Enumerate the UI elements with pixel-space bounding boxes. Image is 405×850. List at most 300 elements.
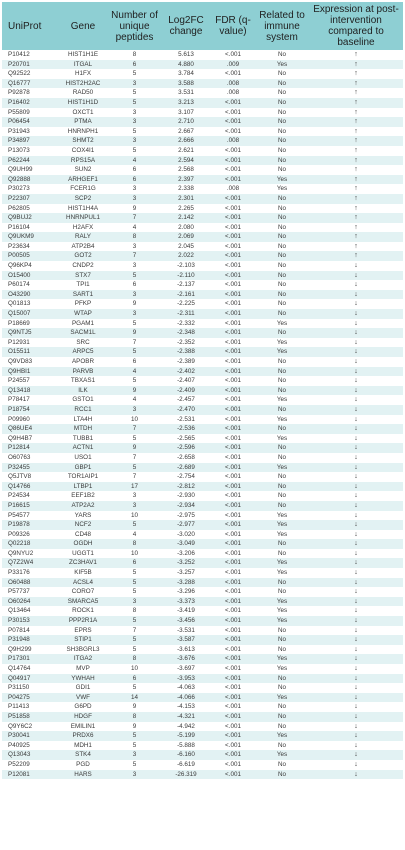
- cell-uniprot: Q14766: [2, 482, 58, 492]
- cell-fdr: <.001: [211, 664, 255, 674]
- cell-log2fc: 2.568: [161, 165, 211, 175]
- cell-gene: HIST1H4A: [58, 204, 108, 214]
- cell-gene: FCER1G: [58, 184, 108, 194]
- cell-uniprot: Q16777: [2, 79, 58, 89]
- cell-uniprot: P31948: [2, 635, 58, 645]
- cell-expression-arrow: ↓: [309, 395, 403, 405]
- cell-fdr: <.001: [211, 731, 255, 741]
- cell-log2fc: 2.045: [161, 242, 211, 252]
- cell-immune: Yes: [255, 750, 309, 760]
- table-row: [2, 184, 403, 194]
- cell-gene: EMILIN1: [58, 722, 108, 732]
- cell-peptides: 9: [108, 204, 161, 214]
- cell-gene: YARS: [58, 511, 108, 521]
- cell-log2fc: -3.676: [161, 654, 211, 664]
- cell-expression-arrow: ↓: [309, 741, 403, 751]
- cell-peptides: 8: [108, 50, 161, 60]
- cell-expression-arrow: ↑: [309, 165, 403, 175]
- cell-expression-arrow: ↑: [309, 79, 403, 89]
- cell-gene: PARVB: [58, 367, 108, 377]
- table-row: [2, 347, 403, 357]
- cell-gene: ILK: [58, 386, 108, 396]
- cell-gene: OGDH: [58, 539, 108, 549]
- cell-log2fc: -3.587: [161, 635, 211, 645]
- cell-gene: H2AFX: [58, 223, 108, 233]
- cell-uniprot: Q92888: [2, 175, 58, 185]
- cell-fdr: <.001: [211, 702, 255, 712]
- cell-log2fc: -3.206: [161, 549, 211, 559]
- cell-uniprot: P54577: [2, 511, 58, 521]
- table-row: [2, 654, 403, 664]
- cell-expression-arrow: ↑: [309, 146, 403, 156]
- cell-log2fc: 3.588: [161, 79, 211, 89]
- table-row: [2, 645, 403, 655]
- cell-uniprot: Q92522: [2, 69, 58, 79]
- cell-fdr: <.001: [211, 549, 255, 559]
- cell-gene: SH3BGRL3: [58, 645, 108, 655]
- cell-uniprot: P06454: [2, 117, 58, 127]
- cell-immune: No: [255, 626, 309, 636]
- cell-log2fc: -2.934: [161, 501, 211, 511]
- cell-expression-arrow: ↓: [309, 463, 403, 473]
- cell-expression-arrow: ↓: [309, 386, 403, 396]
- cell-uniprot: P78417: [2, 395, 58, 405]
- cell-fdr: <.001: [211, 50, 255, 60]
- cell-uniprot: Q13464: [2, 606, 58, 616]
- cell-peptides: 3: [108, 194, 161, 204]
- cell-fdr: <.001: [211, 472, 255, 482]
- cell-fdr: <.001: [211, 463, 255, 473]
- cell-gene: SCP2: [58, 194, 108, 204]
- cell-immune: Yes: [255, 184, 309, 194]
- cell-gene: ACSL4: [58, 578, 108, 588]
- cell-log2fc: -2.975: [161, 511, 211, 521]
- cell-expression-arrow: ↓: [309, 501, 403, 511]
- table-row: [2, 136, 403, 146]
- table-row: [2, 280, 403, 290]
- cell-immune: No: [255, 741, 309, 751]
- cell-uniprot: P92878: [2, 88, 58, 98]
- cell-peptides: 5: [108, 635, 161, 645]
- cell-expression-arrow: ↓: [309, 338, 403, 348]
- cell-expression-arrow: ↓: [309, 674, 403, 684]
- cell-immune: Yes: [255, 520, 309, 530]
- cell-peptides: 9: [108, 299, 161, 309]
- cell-uniprot: Q02218: [2, 539, 58, 549]
- table-row: [2, 88, 403, 98]
- cell-immune: No: [255, 645, 309, 655]
- cell-gene: H1FX: [58, 69, 108, 79]
- cell-uniprot: P12931: [2, 338, 58, 348]
- cell-log2fc: 3.107: [161, 108, 211, 118]
- cell-fdr: .008: [211, 88, 255, 98]
- cell-expression-arrow: ↓: [309, 712, 403, 722]
- cell-log2fc: 2.069: [161, 232, 211, 242]
- cell-immune: No: [255, 309, 309, 319]
- cell-log2fc: 2.667: [161, 127, 211, 137]
- table-row: [2, 328, 403, 338]
- cell-uniprot: P04275: [2, 693, 58, 703]
- cell-gene: HNRNPUL1: [58, 213, 108, 223]
- cell-gene: WTAP: [58, 309, 108, 319]
- table-row: [2, 434, 403, 444]
- cell-peptides: 3: [108, 491, 161, 501]
- cell-fdr: <.001: [211, 587, 255, 597]
- cell-peptides: 5: [108, 146, 161, 156]
- cell-gene: HDGF: [58, 712, 108, 722]
- cell-uniprot: O15511: [2, 347, 58, 357]
- cell-uniprot: P34897: [2, 136, 58, 146]
- cell-expression-arrow: ↑: [309, 108, 403, 118]
- cell-expression-arrow: ↑: [309, 204, 403, 214]
- cell-log2fc: -3.697: [161, 664, 211, 674]
- cell-uniprot: Q96KP4: [2, 261, 58, 271]
- cell-gene: ACTN1: [58, 443, 108, 453]
- cell-gene: ATP2A2: [58, 501, 108, 511]
- header-expression: Expression at post-intervention compared to baseline: [309, 2, 403, 50]
- cell-fdr: <.001: [211, 251, 255, 261]
- cell-gene: SACM1L: [58, 328, 108, 338]
- cell-expression-arrow: ↑: [309, 136, 403, 146]
- cell-log2fc: -2.754: [161, 472, 211, 482]
- cell-fdr: <.001: [211, 770, 255, 780]
- cell-uniprot: P62244: [2, 156, 58, 166]
- cell-peptides: 5: [108, 319, 161, 329]
- cell-expression-arrow: ↓: [309, 367, 403, 377]
- table-row: [2, 520, 403, 530]
- cell-log2fc: -2.536: [161, 424, 211, 434]
- table-row: [2, 760, 403, 770]
- cell-gene: TUBB1: [58, 434, 108, 444]
- cell-expression-arrow: ↓: [309, 597, 403, 607]
- table-row: [2, 635, 403, 645]
- cell-fdr: <.001: [211, 415, 255, 425]
- cell-fdr: <.001: [211, 578, 255, 588]
- cell-uniprot: P16402: [2, 98, 58, 108]
- table-row: [2, 501, 403, 511]
- cell-gene: ITGA2: [58, 654, 108, 664]
- table-row: [2, 443, 403, 453]
- cell-log2fc: 2.301: [161, 194, 211, 204]
- table-row: [2, 117, 403, 127]
- cell-gene: ARHGEF1: [58, 175, 108, 185]
- cell-immune: Yes: [255, 175, 309, 185]
- cell-gene: LTA4H: [58, 415, 108, 425]
- cell-log2fc: -2.389: [161, 357, 211, 367]
- cell-fdr: <.001: [211, 242, 255, 252]
- cell-peptides: 9: [108, 702, 161, 712]
- cell-fdr: <.001: [211, 674, 255, 684]
- header-row: [2, 2, 403, 50]
- cell-immune: No: [255, 290, 309, 300]
- cell-expression-arrow: ↓: [309, 491, 403, 501]
- cell-expression-arrow: ↓: [309, 319, 403, 329]
- table-row: [2, 376, 403, 386]
- cell-peptides: 7: [108, 251, 161, 261]
- cell-peptides: 6: [108, 674, 161, 684]
- cell-log2fc: -26.319: [161, 770, 211, 780]
- cell-peptides: 5: [108, 741, 161, 751]
- table-body: [2, 50, 403, 779]
- table-row: [2, 194, 403, 204]
- cell-immune: Yes: [255, 558, 309, 568]
- cell-immune: No: [255, 549, 309, 559]
- cell-peptides: 5: [108, 434, 161, 444]
- cell-gene: PPP2R1A: [58, 616, 108, 626]
- cell-log2fc: 2.022: [161, 251, 211, 261]
- cell-fdr: <.001: [211, 741, 255, 751]
- cell-log2fc: -3.419: [161, 606, 211, 616]
- cell-peptides: 10: [108, 511, 161, 521]
- cell-peptides: 3: [108, 405, 161, 415]
- table-row: [2, 367, 403, 377]
- cell-immune: No: [255, 702, 309, 712]
- cell-peptides: 4: [108, 367, 161, 377]
- cell-uniprot: Q04917: [2, 674, 58, 684]
- cell-fdr: <.001: [211, 645, 255, 655]
- cell-expression-arrow: ↓: [309, 405, 403, 415]
- cell-expression-arrow: ↑: [309, 232, 403, 242]
- cell-immune: No: [255, 328, 309, 338]
- cell-expression-arrow: ↓: [309, 261, 403, 271]
- cell-uniprot: Q9BUJ2: [2, 213, 58, 223]
- cell-immune: Yes: [255, 606, 309, 616]
- cell-immune: Yes: [255, 434, 309, 444]
- cell-expression-arrow: ↑: [309, 242, 403, 252]
- cell-immune: No: [255, 117, 309, 127]
- cell-expression-arrow: ↓: [309, 453, 403, 463]
- cell-immune: Yes: [255, 597, 309, 607]
- cell-immune: Yes: [255, 511, 309, 521]
- cell-expression-arrow: ↓: [309, 424, 403, 434]
- cell-fdr: <.001: [211, 434, 255, 444]
- cell-gene: MDH1: [58, 741, 108, 751]
- table-row: [2, 606, 403, 616]
- cell-gene: STK4: [58, 750, 108, 760]
- cell-expression-arrow: ↑: [309, 223, 403, 233]
- table-row: [2, 463, 403, 473]
- cell-gene: CD48: [58, 530, 108, 540]
- header-gene: Gene: [58, 2, 108, 50]
- cell-uniprot: Q86UE4: [2, 424, 58, 434]
- cell-uniprot: Q9Y6C2: [2, 722, 58, 732]
- cell-expression-arrow: ↑: [309, 127, 403, 137]
- cell-peptides: 7: [108, 213, 161, 223]
- cell-uniprot: Q9H4B7: [2, 434, 58, 444]
- cell-gene: CORO7: [58, 587, 108, 597]
- cell-immune: No: [255, 683, 309, 693]
- cell-gene: KIF5B: [58, 568, 108, 578]
- cell-immune: Yes: [255, 530, 309, 540]
- table-row: [2, 223, 403, 233]
- cell-uniprot: P32455: [2, 463, 58, 473]
- cell-log2fc: -4.063: [161, 683, 211, 693]
- cell-expression-arrow: ↓: [309, 415, 403, 425]
- cell-peptides: 7: [108, 472, 161, 482]
- cell-peptides: 5: [108, 587, 161, 597]
- cell-peptides: 5: [108, 271, 161, 281]
- cell-immune: No: [255, 482, 309, 492]
- cell-immune: Yes: [255, 664, 309, 674]
- cell-fdr: <.001: [211, 491, 255, 501]
- cell-uniprot: P12081: [2, 770, 58, 780]
- cell-uniprot: P10412: [2, 50, 58, 60]
- table-row: [2, 558, 403, 568]
- table-row: [2, 146, 403, 156]
- cell-immune: No: [255, 501, 309, 511]
- cell-fdr: <.001: [211, 213, 255, 223]
- cell-expression-arrow: ↓: [309, 520, 403, 530]
- cell-fdr: <.001: [211, 338, 255, 348]
- cell-immune: No: [255, 79, 309, 89]
- cell-uniprot: P31943: [2, 127, 58, 137]
- cell-gene: ITGAL: [58, 60, 108, 70]
- cell-expression-arrow: ↓: [309, 482, 403, 492]
- table-row: [2, 722, 403, 732]
- table-row: [2, 664, 403, 674]
- cell-expression-arrow: ↑: [309, 117, 403, 127]
- cell-peptides: 4: [108, 223, 161, 233]
- cell-fdr: <.001: [211, 127, 255, 137]
- cell-uniprot: P16615: [2, 501, 58, 511]
- cell-uniprot: P24534: [2, 491, 58, 501]
- cell-fdr: <.001: [211, 156, 255, 166]
- cell-gene: NCF2: [58, 520, 108, 530]
- cell-peptides: 7: [108, 453, 161, 463]
- cell-peptides: 6: [108, 60, 161, 70]
- cell-log2fc: 3.784: [161, 69, 211, 79]
- cell-uniprot: P07814: [2, 626, 58, 636]
- cell-peptides: 7: [108, 626, 161, 636]
- cell-fdr: <.001: [211, 606, 255, 616]
- table-row: [2, 770, 403, 780]
- cell-immune: No: [255, 69, 309, 79]
- cell-log2fc: -3.020: [161, 530, 211, 540]
- cell-gene: TPI1: [58, 280, 108, 290]
- cell-fdr: <.001: [211, 558, 255, 568]
- table-row: [2, 357, 403, 367]
- table-row: [2, 693, 403, 703]
- cell-peptides: 3: [108, 108, 161, 118]
- cell-fdr: <.001: [211, 760, 255, 770]
- cell-expression-arrow: ↓: [309, 770, 403, 780]
- cell-immune: No: [255, 539, 309, 549]
- cell-uniprot: Q9UKM9: [2, 232, 58, 242]
- cell-fdr: <.001: [211, 108, 255, 118]
- protein-table-container: [2, 2, 403, 779]
- cell-immune: No: [255, 156, 309, 166]
- cell-uniprot: P12814: [2, 443, 58, 453]
- cell-gene: GSTO1: [58, 395, 108, 405]
- cell-log2fc: 2.666: [161, 136, 211, 146]
- cell-fdr: <.001: [211, 626, 255, 636]
- cell-log2fc: -5.199: [161, 731, 211, 741]
- cell-log2fc: -3.373: [161, 597, 211, 607]
- cell-uniprot: P22307: [2, 194, 58, 204]
- cell-uniprot: P16104: [2, 223, 58, 233]
- cell-log2fc: -2.110: [161, 271, 211, 281]
- cell-uniprot: P18669: [2, 319, 58, 329]
- cell-gene: SART1: [58, 290, 108, 300]
- table-row: [2, 108, 403, 118]
- cell-gene: SUN2: [58, 165, 108, 175]
- table-row: [2, 69, 403, 79]
- cell-peptides: 5: [108, 645, 161, 655]
- cell-gene: LTBP1: [58, 482, 108, 492]
- table-row: [2, 750, 403, 760]
- table-row: [2, 251, 403, 261]
- cell-expression-arrow: ↓: [309, 376, 403, 386]
- cell-uniprot: P30273: [2, 184, 58, 194]
- cell-log2fc: 2.621: [161, 146, 211, 156]
- cell-fdr: <.001: [211, 597, 255, 607]
- cell-fdr: <.001: [211, 232, 255, 242]
- header-immune-related: Related to immune system: [255, 2, 309, 50]
- cell-log2fc: -2.812: [161, 482, 211, 492]
- cell-fdr: <.001: [211, 299, 255, 309]
- cell-uniprot: P18754: [2, 405, 58, 415]
- cell-immune: No: [255, 299, 309, 309]
- table-row: [2, 242, 403, 252]
- cell-peptides: 3: [108, 261, 161, 271]
- cell-uniprot: O43290: [2, 290, 58, 300]
- cell-gene: EPRS: [58, 626, 108, 636]
- cell-immune: No: [255, 376, 309, 386]
- cell-gene: ZC3HAV1: [58, 558, 108, 568]
- cell-expression-arrow: ↓: [309, 568, 403, 578]
- cell-gene: RALY: [58, 232, 108, 242]
- cell-immune: Yes: [255, 338, 309, 348]
- cell-peptides: 4: [108, 395, 161, 405]
- cell-uniprot: P30041: [2, 731, 58, 741]
- cell-immune: Yes: [255, 693, 309, 703]
- cell-fdr: <.001: [211, 750, 255, 760]
- cell-uniprot: P24557: [2, 376, 58, 386]
- cell-peptides: 6: [108, 280, 161, 290]
- cell-log2fc: -6.160: [161, 750, 211, 760]
- cell-log2fc: -4.321: [161, 712, 211, 722]
- cell-uniprot: P23634: [2, 242, 58, 252]
- cell-log2fc: 2.338: [161, 184, 211, 194]
- cell-log2fc: 2.265: [161, 204, 211, 214]
- cell-uniprot: P52209: [2, 760, 58, 770]
- cell-fdr: <.001: [211, 693, 255, 703]
- cell-gene: TOR1AIP1: [58, 472, 108, 482]
- cell-gene: STX7: [58, 271, 108, 281]
- cell-immune: No: [255, 770, 309, 780]
- table-row: [2, 424, 403, 434]
- cell-log2fc: -2.402: [161, 367, 211, 377]
- cell-gene: RAD50: [58, 88, 108, 98]
- cell-peptides: 5: [108, 98, 161, 108]
- cell-expression-arrow: ↑: [309, 60, 403, 70]
- cell-expression-arrow: ↑: [309, 184, 403, 194]
- cell-peptides: 10: [108, 664, 161, 674]
- cell-log2fc: -3.252: [161, 558, 211, 568]
- table-row: [2, 165, 403, 175]
- cell-immune: Yes: [255, 654, 309, 664]
- table-row: [2, 616, 403, 626]
- cell-peptides: 3: [108, 79, 161, 89]
- cell-peptides: 5: [108, 347, 161, 357]
- cell-fdr: <.001: [211, 482, 255, 492]
- cell-peptides: 3: [108, 597, 161, 607]
- cell-expression-arrow: ↓: [309, 357, 403, 367]
- cell-peptides: 5: [108, 376, 161, 386]
- cell-expression-arrow: ↑: [309, 213, 403, 223]
- cell-expression-arrow: ↓: [309, 549, 403, 559]
- cell-fdr: <.001: [211, 722, 255, 732]
